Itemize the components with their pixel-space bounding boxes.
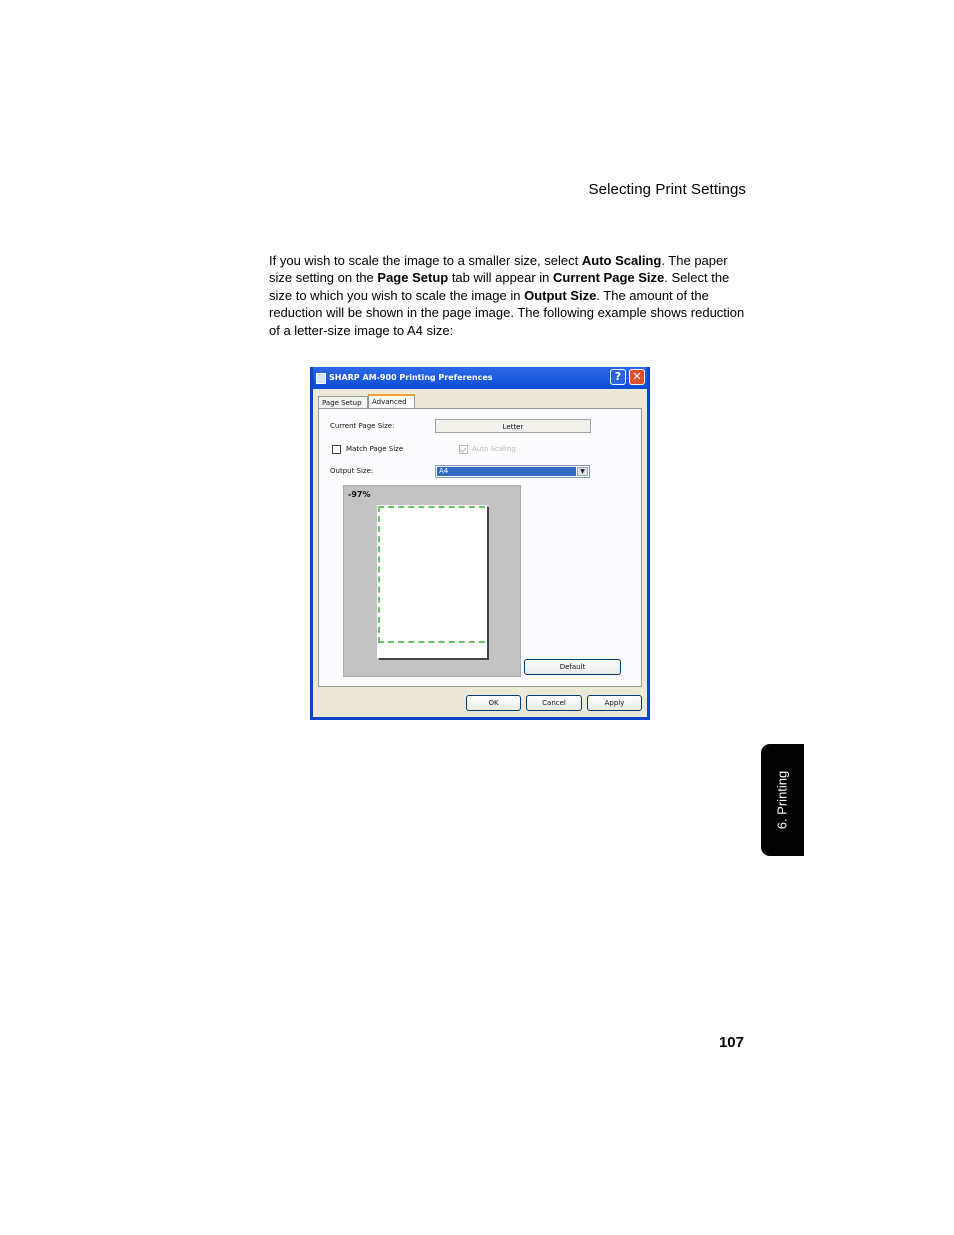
printing-preferences-dialog	[310, 367, 650, 720]
instruction-paragraph: If you wish to scale the image to a smaller size, select Auto Scaling. The paper size setting on the Page Setup tab will appear in Current Page Size. Select the size to which you wish to scale the image in Output Size. The amount of the reduction will be shown in the page image. The following example shows reduction of a letter-size image to A4 size:	[269, 253, 745, 338]
preview-sheet	[377, 505, 487, 658]
apply-button[interactable]: Apply	[587, 695, 642, 711]
running-header: Selecting Print Settings	[588, 181, 746, 198]
dialog-title: SHARP AM-900 Printing Preferences	[329, 373, 493, 382]
page-number: 107	[718, 1034, 744, 1051]
auto-scaling-label: Auto Scaling	[472, 445, 516, 453]
term-page-setup: Page Setup	[377, 270, 449, 286]
scaled-area-outline	[378, 506, 485, 643]
tab-advanced[interactable]: Advanced	[368, 394, 415, 409]
output-size-select[interactable]	[435, 465, 590, 478]
current-page-size-field: Letter	[435, 419, 591, 433]
match-page-size-checkbox[interactable]	[332, 445, 341, 454]
ok-button[interactable]: OK	[466, 695, 521, 711]
match-page-size-label: Match Page Size	[346, 445, 404, 453]
term-current-page-size: Current Page Size	[552, 270, 665, 286]
printer-icon	[316, 373, 326, 384]
dialog-client	[313, 389, 647, 717]
chapter-tab	[761, 744, 804, 856]
current-page-size-label: Current Page Size:	[330, 422, 395, 430]
cancel-button[interactable]: Cancel	[526, 695, 582, 711]
dialog-titlebar[interactable]	[313, 367, 647, 389]
close-button[interactable]: ✕	[629, 369, 645, 385]
term-auto-scaling: Auto Scaling	[581, 253, 662, 268]
help-button[interactable]: ?	[610, 369, 626, 385]
default-button[interactable]: Default	[524, 659, 621, 675]
advanced-panel	[318, 408, 642, 687]
reduction-percent: -97%	[348, 490, 371, 499]
chevron-down-icon[interactable]: ▼	[577, 467, 588, 476]
output-size-label: Output Size:	[330, 467, 374, 475]
term-output-size: Output Size	[524, 287, 597, 303]
auto-scaling-checkbox[interactable]	[459, 445, 468, 454]
tab-page-setup[interactable]: Page Setup	[318, 396, 368, 408]
output-size-value: A4	[437, 467, 576, 476]
page-preview	[343, 485, 521, 677]
chapter-tab-label: 6. Printing	[774, 770, 790, 830]
